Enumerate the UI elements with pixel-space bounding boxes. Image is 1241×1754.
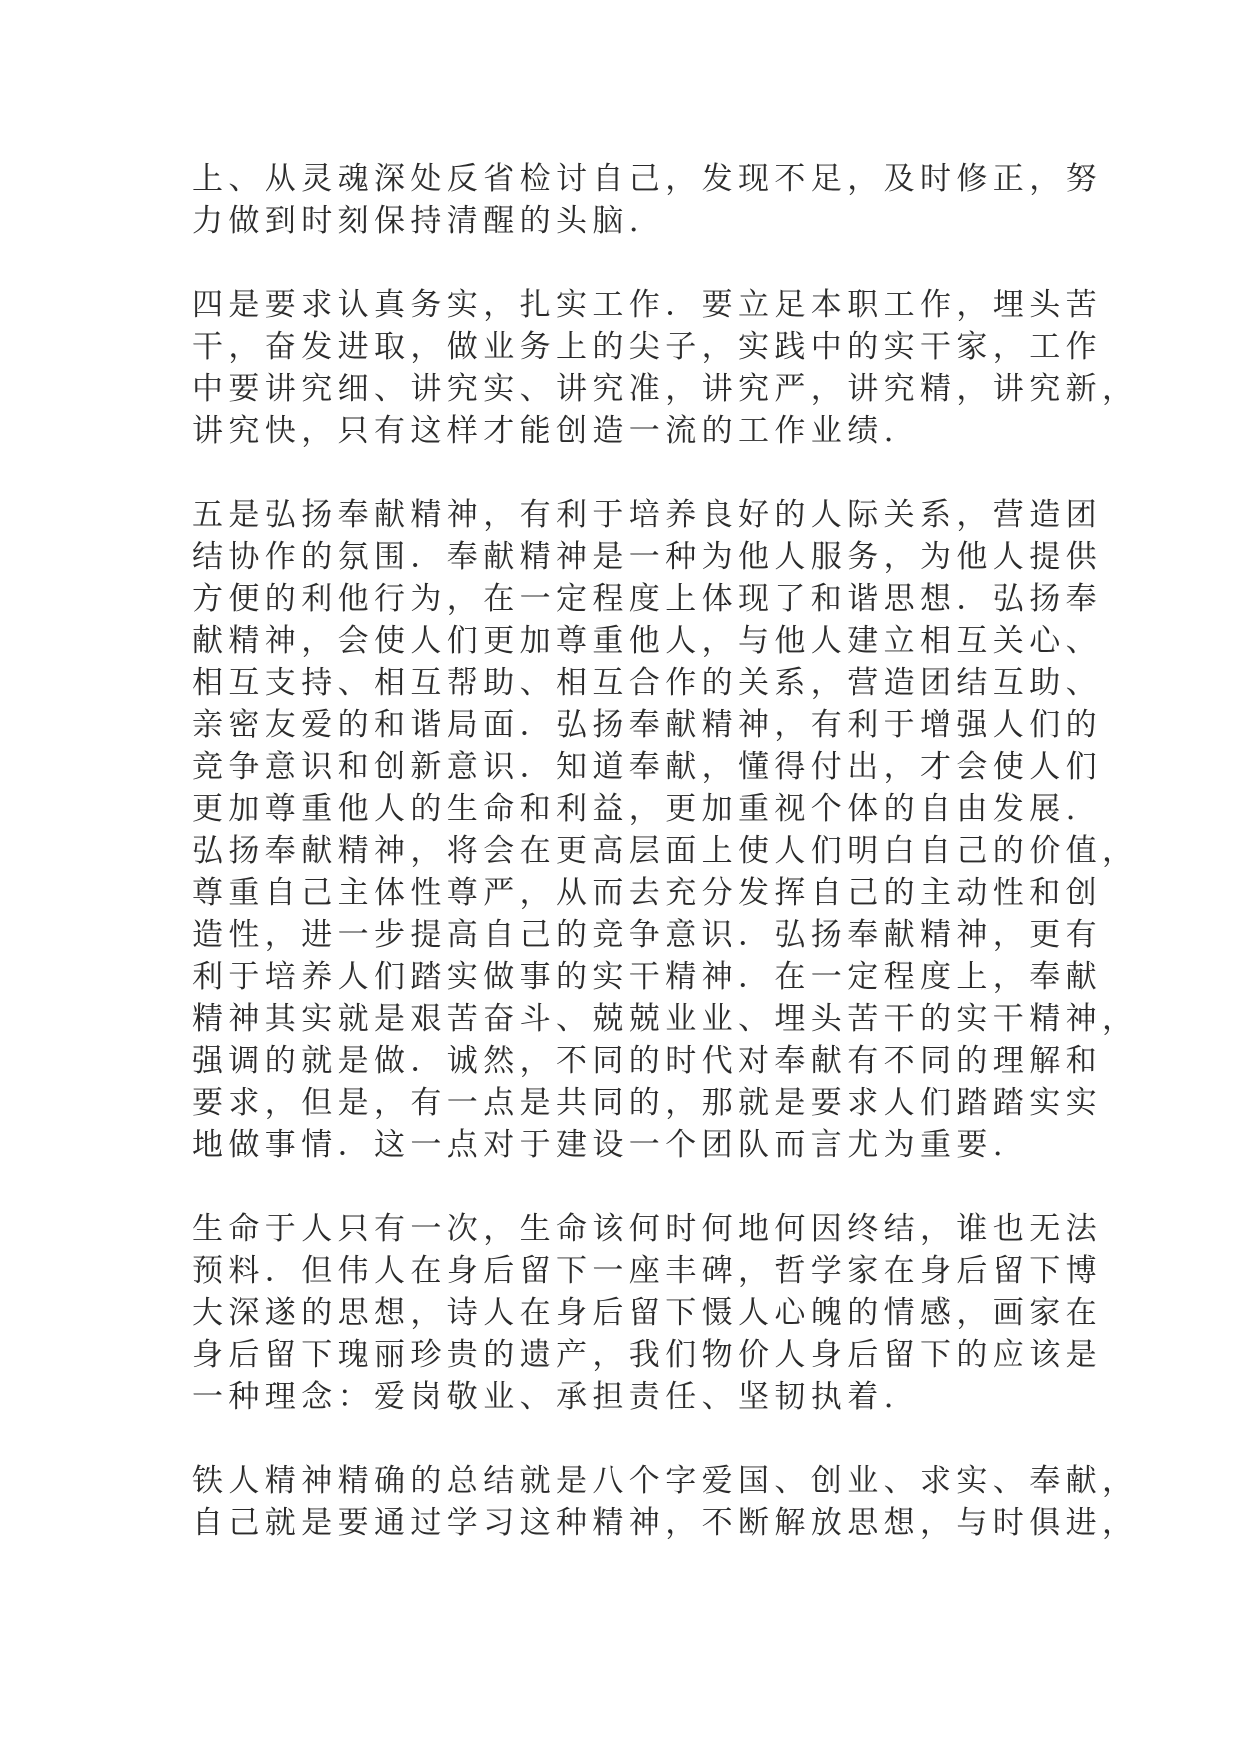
text-line: 大深遂的思想，诗人在身后留下慑人心魄的情感，画家在 bbox=[192, 1295, 1102, 1331]
text-line: 相互支持、相互帮助、相互合作的关系，营造团结互助、 bbox=[192, 665, 1102, 701]
document-body bbox=[192, 158, 1139, 1586]
text-line: 强调的就是做．诚然，不同的时代对奉献有不同的理解和 bbox=[192, 1043, 1102, 1079]
text-line: 干，奋发进取，做业务上的尖子，实践中的实干家，工作 bbox=[192, 329, 1102, 365]
text-line: 上、从灵魂深处反省检讨自己，发现不足，及时修正，努 bbox=[192, 161, 1102, 197]
paragraph bbox=[192, 1208, 1102, 1418]
text-line: 五是弘扬奉献精神，有利于培养良好的人际关系，营造团 bbox=[192, 497, 1102, 533]
text-line: 方便的利他行为，在一定程度上体现了和谐思想．弘扬奉 bbox=[192, 581, 1102, 617]
text-line: 亲密友爱的和谐局面．弘扬奉献精神，有利于增强人们的 bbox=[192, 707, 1102, 743]
paragraph bbox=[192, 1460, 1139, 1544]
text-line: 生命于人只有一次，生命该何时何地何因终结，谁也无法 bbox=[192, 1211, 1102, 1247]
paragraph bbox=[192, 158, 1102, 242]
text-line: 利于培养人们踏实做事的实干精神．在一定程度上，奉献 bbox=[192, 959, 1102, 995]
text-line: 中要讲究细、讲究实、讲究准，讲究严，讲究精，讲究新， bbox=[192, 371, 1139, 407]
text-line: 预料．但伟人在身后留下一座丰碑，哲学家在身后留下博 bbox=[192, 1253, 1102, 1289]
text-line: 尊重自己主体性尊严，从而去充分发挥自己的主动性和创 bbox=[192, 875, 1102, 911]
paragraph bbox=[192, 284, 1139, 452]
text-line: 一种理念：爱岗敬业、承担责任、坚韧执着. bbox=[192, 1379, 899, 1415]
text-line: 地做事情．这一点对于建设一个团队而言尤为重要. bbox=[192, 1127, 1009, 1163]
text-line: 自己就是要通过学习这种精神，不断解放思想，与时俱进， bbox=[192, 1505, 1139, 1541]
text-line: 更加尊重他人的生命和利益，更加重视个体的自由发展. bbox=[192, 791, 1081, 827]
text-line: 身后留下瑰丽珍贵的遗产，我们物价人身后留下的应该是 bbox=[192, 1337, 1102, 1373]
text-line: 讲究快，只有这样才能创造一流的工作业绩. bbox=[192, 413, 899, 449]
text-line: 结协作的氛围．奉献精神是一种为他人服务，为他人提供 bbox=[192, 539, 1102, 575]
text-line: 铁人精神精确的总结就是八个字爱国、创业、求实、奉献， bbox=[192, 1463, 1139, 1499]
text-line: 精神其实就是艰苦奋斗、兢兢业业、埋头苦干的实干精神， bbox=[192, 1001, 1139, 1037]
text-line: 造性，进一步提高自己的竞争意识．弘扬奉献精神，更有 bbox=[192, 917, 1102, 953]
text-line: 四是要求认真务实，扎实工作．要立足本职工作，埋头苦 bbox=[192, 287, 1102, 323]
text-line: 要求，但是，有一点是共同的，那就是要求人们踏踏实实 bbox=[192, 1085, 1102, 1121]
text-line: 力做到时刻保持清醒的头脑. bbox=[192, 203, 645, 239]
text-line: 弘扬奉献精神，将会在更高层面上使人们明白自己的价值， bbox=[192, 833, 1139, 869]
paragraph bbox=[192, 494, 1139, 1166]
text-line: 竞争意识和创新意识．知道奉献，懂得付出，才会使人们 bbox=[192, 749, 1102, 785]
text-line: 献精神，会使人们更加尊重他人，与他人建立相互关心、 bbox=[192, 623, 1102, 659]
